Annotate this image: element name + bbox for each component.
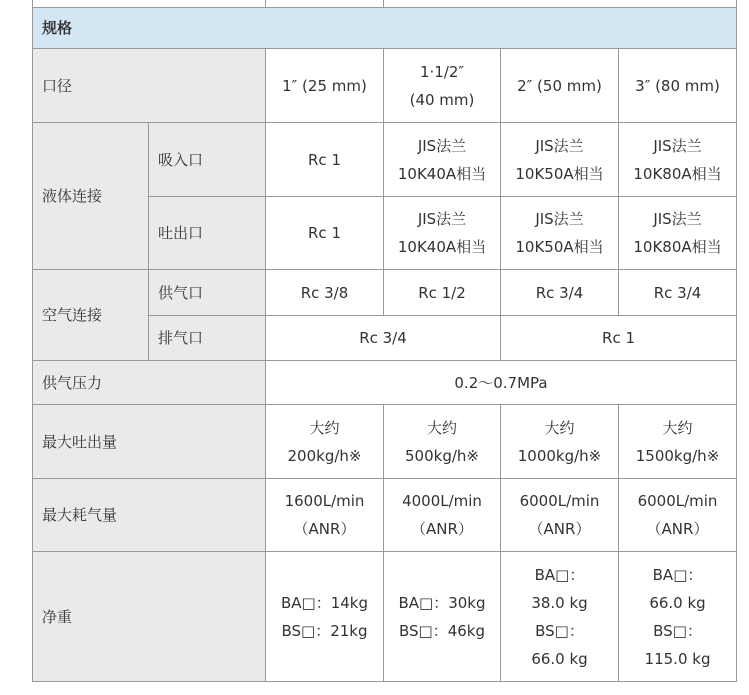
cell-line: （ANR） <box>646 520 709 538</box>
cell-line: 6000L/min <box>519 492 600 510</box>
cell-line: JIS法兰 <box>535 210 584 228</box>
row-pressure <box>33 361 737 405</box>
cell-line: 大约 <box>309 418 340 437</box>
cell-line: 大约 <box>426 418 457 437</box>
cell-line: 1500kg/h※ <box>635 446 720 465</box>
row-max-discharge <box>33 405 737 479</box>
section-header-row <box>33 8 737 49</box>
cell-line: 115.0 kg <box>644 649 711 668</box>
row-group-label: 液体连接 <box>33 123 149 270</box>
cell <box>501 405 619 479</box>
row-label: 供气口 <box>149 270 266 316</box>
cell-line: （ANR） <box>293 520 356 538</box>
top-border-row <box>33 0 737 8</box>
cell-line: 66.0 kg <box>649 593 706 612</box>
row-label: 净重 <box>33 552 266 682</box>
cell-line: 大约 <box>544 418 575 437</box>
cell <box>619 479 737 552</box>
cell-line: JIS法兰 <box>653 210 702 228</box>
cell-line: （ANR） <box>528 520 591 538</box>
cell-line: 500kg/h※ <box>405 446 479 465</box>
cell: 2″ (50 mm) <box>501 49 619 123</box>
cell <box>619 405 737 479</box>
spec-table <box>32 0 737 682</box>
cell-line: 10K50A相当 <box>515 164 604 183</box>
cell-line: BA□：30kg <box>398 593 486 612</box>
cell <box>619 197 737 270</box>
cell-line: JIS法兰 <box>417 210 467 228</box>
cell-line: JIS法兰 <box>417 136 467 155</box>
cell: Rc 3/4 <box>501 270 619 316</box>
cell <box>501 479 619 552</box>
cell <box>266 552 384 682</box>
cell <box>266 479 384 552</box>
row-label: 吐出口 <box>149 197 266 270</box>
cell-line: 1000kg/h※ <box>517 446 602 465</box>
cell-line: BA□： <box>652 565 703 584</box>
row-liquid-inlet <box>33 123 737 197</box>
cell <box>384 405 501 479</box>
cell-line: BS□：21kg <box>281 621 368 640</box>
cell-line: 10K80A相当 <box>633 238 722 256</box>
top-cell <box>384 0 737 8</box>
cell <box>266 405 384 479</box>
cell <box>384 123 501 197</box>
cell <box>619 123 737 197</box>
cell-line: BA□：14kg <box>280 593 369 612</box>
row-label: 供气压力 <box>33 361 266 405</box>
section-title: 规格 <box>33 8 737 49</box>
row-label: 吸入口 <box>149 123 266 197</box>
cell: 1″ (25 mm) <box>266 49 384 123</box>
cell <box>619 552 737 682</box>
cell-line: （ANR） <box>411 520 473 538</box>
cell-line: 4000L/min <box>402 492 482 510</box>
cell-line: 1·1/2″ <box>419 62 465 81</box>
cell-line: BS□： <box>653 621 702 640</box>
cell: Rc 1/2 <box>384 270 501 316</box>
cell-line: BS□：46kg <box>398 621 486 640</box>
cell <box>384 49 501 123</box>
cell-line: 66.0 kg <box>531 649 588 668</box>
cell <box>384 479 501 552</box>
cell-line: 1600L/min <box>284 492 365 510</box>
cell-line: 10K40A相当 <box>397 238 487 256</box>
top-cell <box>266 0 384 8</box>
cell-line: 38.0 kg <box>531 593 588 612</box>
row-label: 排气口 <box>149 316 266 361</box>
cell: 3″ (80 mm) <box>619 49 737 123</box>
cell: Rc 1 <box>266 123 384 197</box>
row-label: 最大耗气量 <box>33 479 266 552</box>
row-max-air <box>33 479 737 552</box>
cell: Rc 1 <box>266 197 384 270</box>
row-weight <box>33 552 737 682</box>
row-group-label: 空气连接 <box>33 270 149 361</box>
row-label: 最大吐出量 <box>33 405 266 479</box>
cell-line: 10K80A相当 <box>633 164 722 183</box>
cell-line: JIS法兰 <box>653 136 702 155</box>
cell <box>501 123 619 197</box>
cell-line: BS□： <box>535 621 584 640</box>
row-bore <box>33 49 737 123</box>
top-cell <box>33 0 266 8</box>
cell <box>501 197 619 270</box>
cell: 0.2～0.7MPa <box>266 361 737 405</box>
cell-line: (40 mm) <box>409 90 475 109</box>
cell: Rc 3/4 <box>266 316 501 361</box>
cell <box>384 197 501 270</box>
cell <box>501 552 619 682</box>
cell: Rc 3/4 <box>619 270 737 316</box>
cell-line: 10K40A相当 <box>397 164 487 183</box>
cell-line: JIS法兰 <box>535 136 584 155</box>
cell: Rc 3/8 <box>266 270 384 316</box>
cell-line: 大约 <box>662 418 693 437</box>
row-label: 口径 <box>33 49 266 123</box>
cell-line: BA□： <box>534 565 585 584</box>
cell-line: 6000L/min <box>637 492 718 510</box>
row-air-supply <box>33 270 737 316</box>
cell <box>384 552 501 682</box>
cell-line: 200kg/h※ <box>287 446 362 465</box>
cell-line: 10K50A相当 <box>515 238 604 256</box>
cell: Rc 1 <box>501 316 737 361</box>
